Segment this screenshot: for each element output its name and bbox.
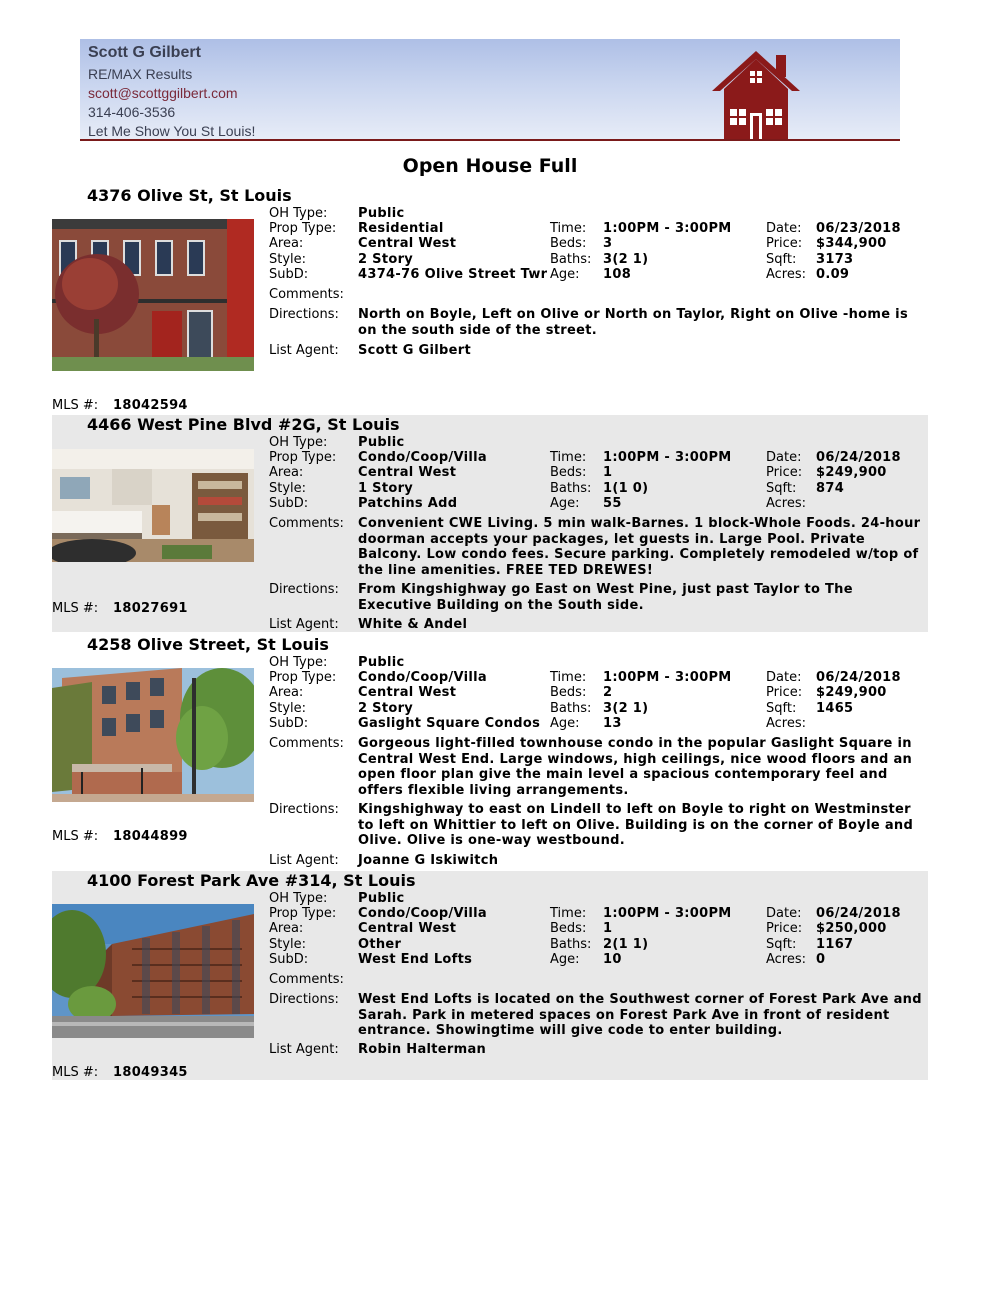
prop-type-value: Condo/Coop/Villa: [358, 450, 487, 465]
age-value: 13: [603, 716, 622, 731]
area-value: Central West: [358, 685, 457, 700]
sqft-value: 874: [816, 481, 845, 496]
time-value: 1:00PM - 3:00PM: [603, 221, 732, 236]
prop-type-label: Prop Type:: [269, 450, 337, 465]
subd-value: Gaslight Square Condos: [358, 716, 541, 731]
list-agent-label: List Agent:: [269, 1042, 339, 1057]
age-label: Age:: [550, 267, 580, 282]
subd-label: SubD:: [269, 952, 309, 967]
area-value: Central West: [358, 236, 457, 251]
baths-value: 3(2 1): [603, 701, 649, 716]
style-value: 1 Story: [358, 481, 414, 496]
beds-value: 1: [603, 921, 613, 936]
beds-label: Beds:: [550, 921, 587, 936]
directions-text: From Kingshighway go East on West Pine, just past Taylor to The Executive Building on the South side.: [358, 582, 853, 613]
price-label: Price:: [766, 921, 803, 936]
price-value: $249,900: [816, 685, 887, 700]
sqft-value: 3173: [816, 252, 854, 267]
page-title: Open House Full: [402, 155, 578, 177]
mls-number: 18027691: [113, 601, 188, 616]
acres-value: 0: [816, 952, 826, 967]
sqft-label: Sqft:: [766, 701, 797, 716]
agent-name: Scott G Gilbert: [88, 44, 201, 61]
age-value: 55: [603, 496, 622, 511]
sqft-value: 1465: [816, 701, 854, 716]
mls-number: 18049345: [113, 1065, 188, 1080]
subd-value: West End Lofts: [358, 952, 473, 967]
price-value: $250,000: [816, 921, 887, 936]
property-photo[interactable]: [52, 668, 254, 802]
list-agent-label: List Agent:: [269, 853, 339, 868]
property-photo[interactable]: [52, 449, 254, 562]
time-label: Time:: [550, 906, 587, 921]
prop-type-label: Prop Type:: [269, 670, 337, 685]
acres-label: Acres:: [766, 267, 807, 282]
listing-address[interactable]: 4258 Olive Street, St Louis: [87, 635, 329, 654]
agent-phone: 314-406-3536: [88, 104, 176, 120]
style-label: Style:: [269, 701, 307, 716]
style-label: Style:: [269, 937, 307, 952]
price-label: Price:: [766, 465, 803, 480]
date-label: Date:: [766, 450, 802, 465]
subd-value: Patchins Add: [358, 496, 458, 511]
oh-type-value: Public: [358, 655, 405, 670]
date-label: Date:: [766, 221, 802, 236]
list-agent-value: White & Andel: [358, 617, 468, 632]
house-logo-icon: [710, 47, 802, 139]
date-value: 06/24/2018: [816, 906, 901, 921]
baths-value: 1(1 0): [603, 481, 649, 496]
directions-text: Kingshighway to east on Lindell to left on Boyle to right on Westminster to left on Whittier to left on Olive. Building is on the corner of Boyle and Olive. Olive is one-way westbound.: [358, 802, 914, 848]
baths-value: 2(1 1): [603, 937, 649, 952]
mls-number: 18044899: [113, 829, 188, 844]
listing-card-1: [52, 186, 928, 414]
subd-label: SubD:: [269, 716, 309, 731]
directions-text: West End Lofts is located on the Southwest corner of Forest Park Ave and Sarah. Park in metered spaces on Forest Park Ave in front of resident entrance. Showingtime will give code to enter building.: [358, 992, 922, 1038]
agent-tagline: Let Me Show You St Louis!: [88, 123, 256, 139]
oh-type-value: Public: [358, 891, 405, 906]
oh-type-label: OH Type:: [269, 891, 328, 906]
oh-type-label: OH Type:: [269, 655, 328, 670]
prop-type-label: Prop Type:: [269, 221, 337, 236]
age-value: 10: [603, 952, 622, 967]
date-label: Date:: [766, 906, 802, 921]
list-agent-value: Robin Halterman: [358, 1042, 487, 1057]
area-value: Central West: [358, 465, 457, 480]
oh-type-label: OH Type:: [269, 206, 328, 221]
acres-label: Acres:: [766, 952, 807, 967]
acres-label: Acres:: [766, 716, 807, 731]
date-value: 06/23/2018: [816, 221, 901, 236]
list-agent-label: List Agent:: [269, 617, 339, 632]
beds-value: 3: [603, 236, 613, 251]
baths-label: Baths:: [550, 937, 592, 952]
area-label: Area:: [269, 465, 304, 480]
comments-text: Gorgeous light-filled townhouse condo in the popular Gaslight Square in Central West End. Large windows, high ceilings, nice wood floors and an open floor plan give the main level a spacious contemporary feel and offers flexible living arrangements.: [358, 736, 913, 798]
prop-type-value: Residential: [358, 221, 444, 236]
listing-card-2: [52, 415, 928, 632]
time-label: Time:: [550, 221, 587, 236]
listing-address[interactable]: 4100 Forest Park Ave #314, St Louis: [87, 871, 416, 890]
comments-label: Comments:: [269, 287, 344, 302]
subd-value: 4374-76 Olive Street Twr: [358, 267, 548, 282]
listing-card-4: [52, 871, 928, 1080]
beds-value: 1: [603, 465, 613, 480]
sqft-label: Sqft:: [766, 937, 797, 952]
comments-label: Comments:: [269, 972, 344, 987]
date-value: 06/24/2018: [816, 670, 901, 685]
time-value: 1:00PM - 3:00PM: [603, 450, 732, 465]
comments-text: Convenient CWE Living. 5 min walk-Barnes. 1 block-Whole Foods. 24-hour doorman accepts your packages, let guests in. Large Pool. Private Balcony. Low condo fees. Secure parking. Completely remodeled w/top of the line amenities. FREE TED DREWES!: [358, 516, 921, 578]
property-photo[interactable]: [52, 219, 254, 371]
style-value: 2 Story: [358, 701, 414, 716]
directions-text: North on Boyle, Left on Olive or North on Taylor, Right on Olive -home is on the south side of the street.: [358, 307, 908, 338]
listing-card-3: [52, 635, 928, 869]
directions-label: Directions:: [269, 992, 339, 1007]
date-label: Date:: [766, 670, 802, 685]
mls-number: 18042594: [113, 398, 188, 413]
area-label: Area:: [269, 921, 304, 936]
oh-type-label: OH Type:: [269, 435, 328, 450]
mls-label: MLS #:: [52, 398, 99, 413]
acres-value: 0.09: [816, 267, 850, 282]
agent-company: RE/MAX Results: [88, 66, 193, 82]
directions-label: Directions:: [269, 307, 339, 322]
property-photo[interactable]: [52, 904, 254, 1038]
price-value: $249,900: [816, 465, 887, 480]
mls-label: MLS #:: [52, 829, 99, 844]
list-agent-value: Scott G Gilbert: [358, 343, 471, 358]
baths-value: 3(2 1): [603, 252, 649, 267]
listing-address[interactable]: 4466 West Pine Blvd #2G, St Louis: [87, 415, 400, 434]
directions-label: Directions:: [269, 582, 339, 597]
comments-label: Comments:: [269, 736, 344, 751]
time-value: 1:00PM - 3:00PM: [603, 670, 732, 685]
baths-label: Baths:: [550, 481, 592, 496]
area-value: Central West: [358, 921, 457, 936]
area-label: Area:: [269, 236, 304, 251]
directions-label: Directions:: [269, 802, 339, 817]
age-value: 108: [603, 267, 632, 282]
price-value: $344,900: [816, 236, 887, 251]
area-label: Area:: [269, 685, 304, 700]
sqft-label: Sqft:: [766, 252, 797, 267]
sqft-value: 1167: [816, 937, 854, 952]
age-label: Age:: [550, 496, 580, 511]
prop-type-label: Prop Type:: [269, 906, 337, 921]
prop-type-value: Condo/Coop/Villa: [358, 906, 487, 921]
beds-value: 2: [603, 685, 613, 700]
time-label: Time:: [550, 450, 587, 465]
beds-label: Beds:: [550, 236, 587, 251]
date-value: 06/24/2018: [816, 450, 901, 465]
acres-label: Acres:: [766, 496, 807, 511]
mls-label: MLS #:: [52, 1065, 99, 1080]
style-label: Style:: [269, 481, 307, 496]
style-label: Style:: [269, 252, 307, 267]
oh-type-value: Public: [358, 206, 405, 221]
oh-type-value: Public: [358, 435, 405, 450]
mls-label: MLS #:: [52, 601, 99, 616]
beds-label: Beds:: [550, 685, 587, 700]
baths-label: Baths:: [550, 701, 592, 716]
list-agent-value: Joanne G Iskiwitch: [358, 853, 499, 868]
age-label: Age:: [550, 952, 580, 967]
beds-label: Beds:: [550, 465, 587, 480]
style-value: Other: [358, 937, 402, 952]
agent-email[interactable]: scott@scottggilbert.com: [88, 85, 238, 101]
subd-label: SubD:: [269, 496, 309, 511]
age-label: Age:: [550, 716, 580, 731]
prop-type-value: Condo/Coop/Villa: [358, 670, 487, 685]
sqft-label: Sqft:: [766, 481, 797, 496]
listing-address[interactable]: 4376 Olive St, St Louis: [87, 186, 292, 205]
list-agent-label: List Agent:: [269, 343, 339, 358]
subd-label: SubD:: [269, 267, 309, 282]
baths-label: Baths:: [550, 252, 592, 267]
price-label: Price:: [766, 236, 803, 251]
style-value: 2 Story: [358, 252, 414, 267]
time-value: 1:00PM - 3:00PM: [603, 906, 732, 921]
agent-header-banner: [80, 39, 900, 141]
price-label: Price:: [766, 685, 803, 700]
comments-label: Comments:: [269, 516, 344, 531]
time-label: Time:: [550, 670, 587, 685]
